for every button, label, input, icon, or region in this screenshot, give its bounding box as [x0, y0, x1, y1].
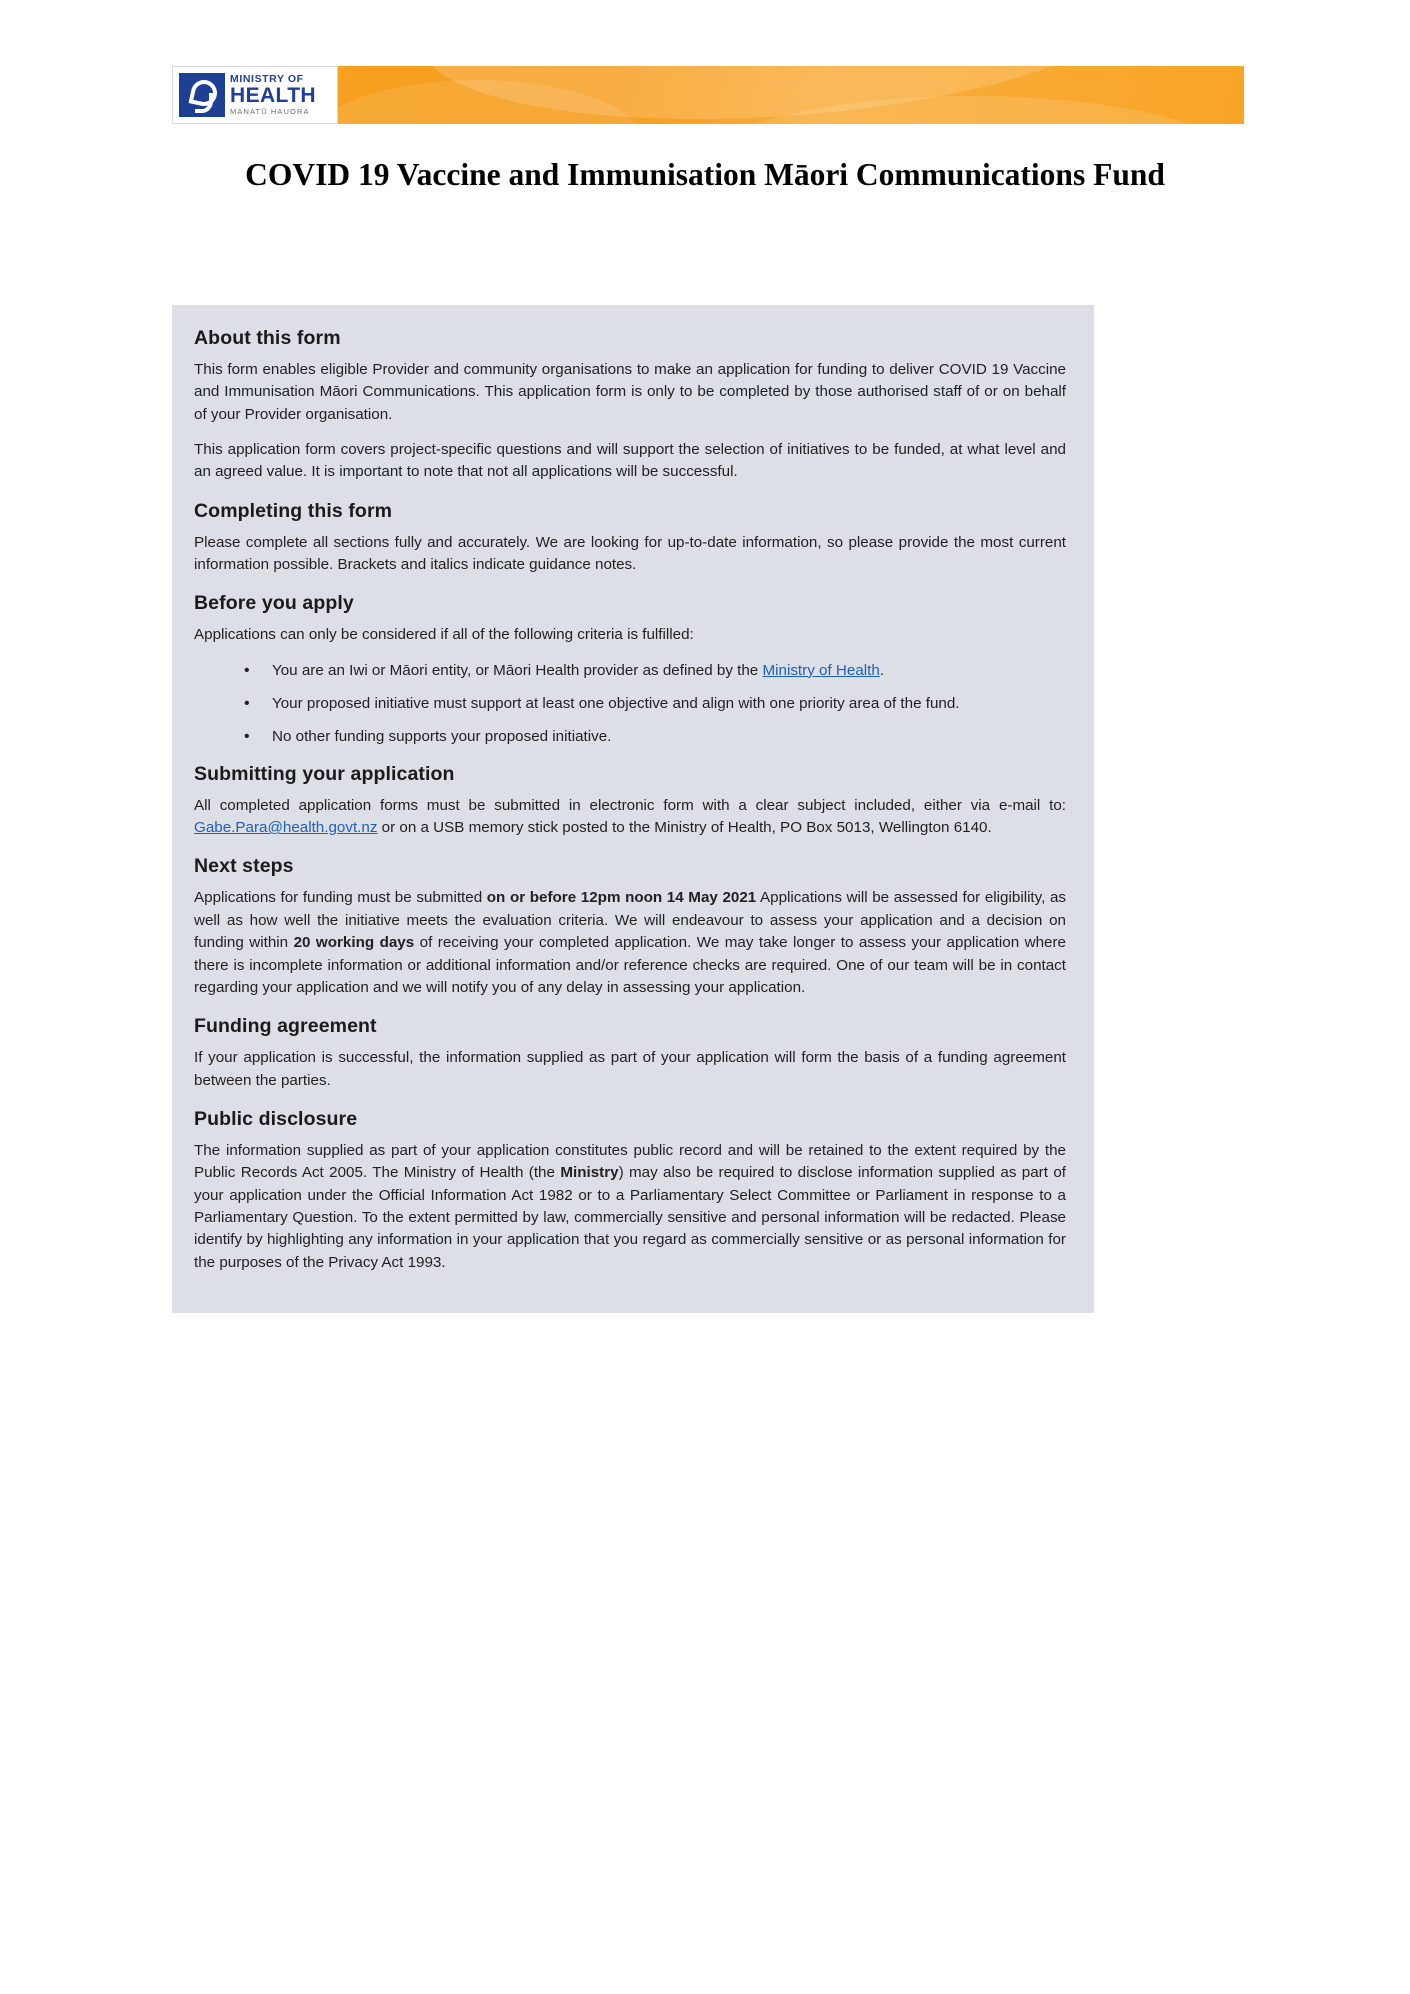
section-heading-about-this-form: About this form	[194, 327, 341, 349]
deadline-text: on or before 12pm noon 14 May 2021	[486, 889, 757, 907]
section-heading-submitting-your-application: Submitting your application	[194, 762, 455, 785]
criteria-text: No other funding supports your proposed initiative.	[272, 728, 612, 746]
email-link[interactable]: Gabe.Para@health.govt.nz	[194, 819, 378, 837]
eligibility-criteria-list	[194, 660, 1066, 749]
working-days-text: 20 working days	[293, 934, 415, 952]
public-disclosure-paragraph-1	[194, 1140, 1066, 1274]
public-disclosure-text-2: ) may also be required to disclose information supplied as part of your application under the Official Information Act 1982 or to a Parliamentary Select Committee or Parliament in response to a Parliamentary Question. To the extent permitted by law, commercially sensitive and personal information will be redacted. Please identify by highlighting any information in your application that you regard as commercially sensitive or as personal information for the purposes of the Privacy Act 1993.	[194, 1164, 1066, 1271]
next-steps-paragraph-1	[194, 887, 1066, 999]
section-heading-public-disclosure: Public disclosure	[194, 1107, 358, 1130]
public-disclosure-text-1: The information supplied as part of your application constitutes public record and will be retained to the extent required by the Public Records Act 2005. The Ministry of Health (the	[194, 1141, 1066, 1182]
about-paragraph-2: This application form covers project-specific questions and will support the selection of initiatives to be funded, at what level and an agreed value. It is important to note that not all applications will be successful.	[194, 441, 1066, 481]
section-heading-before-you-apply: Before you apply	[194, 592, 354, 615]
form-intro-panel	[172, 305, 1094, 1313]
section-heading-funding-agreement: Funding agreement	[194, 1015, 377, 1038]
page-title: COVID 19 Vaccine and Immunisation Māori Communications Fund	[245, 157, 1165, 192]
criteria-text-tail: .	[879, 661, 885, 679]
completing-paragraph-1: Please complete all sections fully and accurately. We are looking for up-to-date information, so please provide the most current information possible. Brackets and italics indicate guidance notes.	[194, 533, 1066, 574]
section-heading-next-steps: Next steps	[194, 855, 294, 878]
logo-wordmark	[230, 74, 316, 116]
funding-agreement-paragraph-1: If your application is successful, the information supplied as part of your application will form the basis of a funding agreement between the parties.	[194, 1049, 1066, 1089]
submitting-text-1: All completed application forms must be submitted in electronic form with a clear subject included, either via e-mail to:	[194, 796, 1066, 814]
list-item	[272, 726, 1066, 748]
ministry-of-health-logo	[172, 66, 338, 124]
logo-line-ministry-of: MINISTRY OF	[230, 73, 304, 86]
koru-logo-icon	[179, 73, 225, 117]
section-heading-completing-this-form: Completing this form	[194, 499, 393, 522]
list-item	[272, 693, 1066, 715]
criteria-text: Your proposed initiative must support at least one objective and align with one priority area of the fund.	[272, 695, 960, 713]
submitting-text-2: or on a USB memory stick posted to the Ministry of Health, PO Box 5013, Wellington 6140.	[377, 819, 992, 837]
list-item	[272, 660, 1066, 682]
next-steps-text-3: of receiving your completed application. We may take longer to assess your application where there is incomplete information or additional information and/or reference checks are required. One of our team will be in contact regarding your application and we will notify you of any delay in assessing your application.	[194, 934, 1066, 996]
ministry-defined-term: Ministry	[560, 1164, 619, 1182]
before-you-apply-intro: Applications can only be considered if all of the following criteria is fulfilled:	[194, 626, 694, 644]
next-steps-text-2: Applications will be assessed for eligibility, as well as how well the initiative meets the evaluation criteria. We will endeavour to assess your application and a decision on funding within	[194, 889, 1066, 952]
ministry-of-health-link[interactable]: Ministry of Health	[762, 661, 880, 679]
criteria-text: You are an Iwi or Māori entity, or Māori Health provider as defined by the	[272, 661, 763, 679]
about-paragraph-1: This form enables eligible Provider and community organisations to make an application for funding to deliver COVID 19 Vaccine and Immunisation Māori Communications. This application form is only to be completed by those authorised staff of or on behalf of your Provider organisation.	[194, 361, 1066, 423]
submitting-paragraph-1	[194, 795, 1066, 840]
logo-line-health: HEALTH	[230, 84, 317, 108]
logo-line-manatu-hauora: MANATŪ HAUORA	[230, 107, 310, 117]
next-steps-text-1: Applications for funding must be submitted	[194, 889, 487, 907]
